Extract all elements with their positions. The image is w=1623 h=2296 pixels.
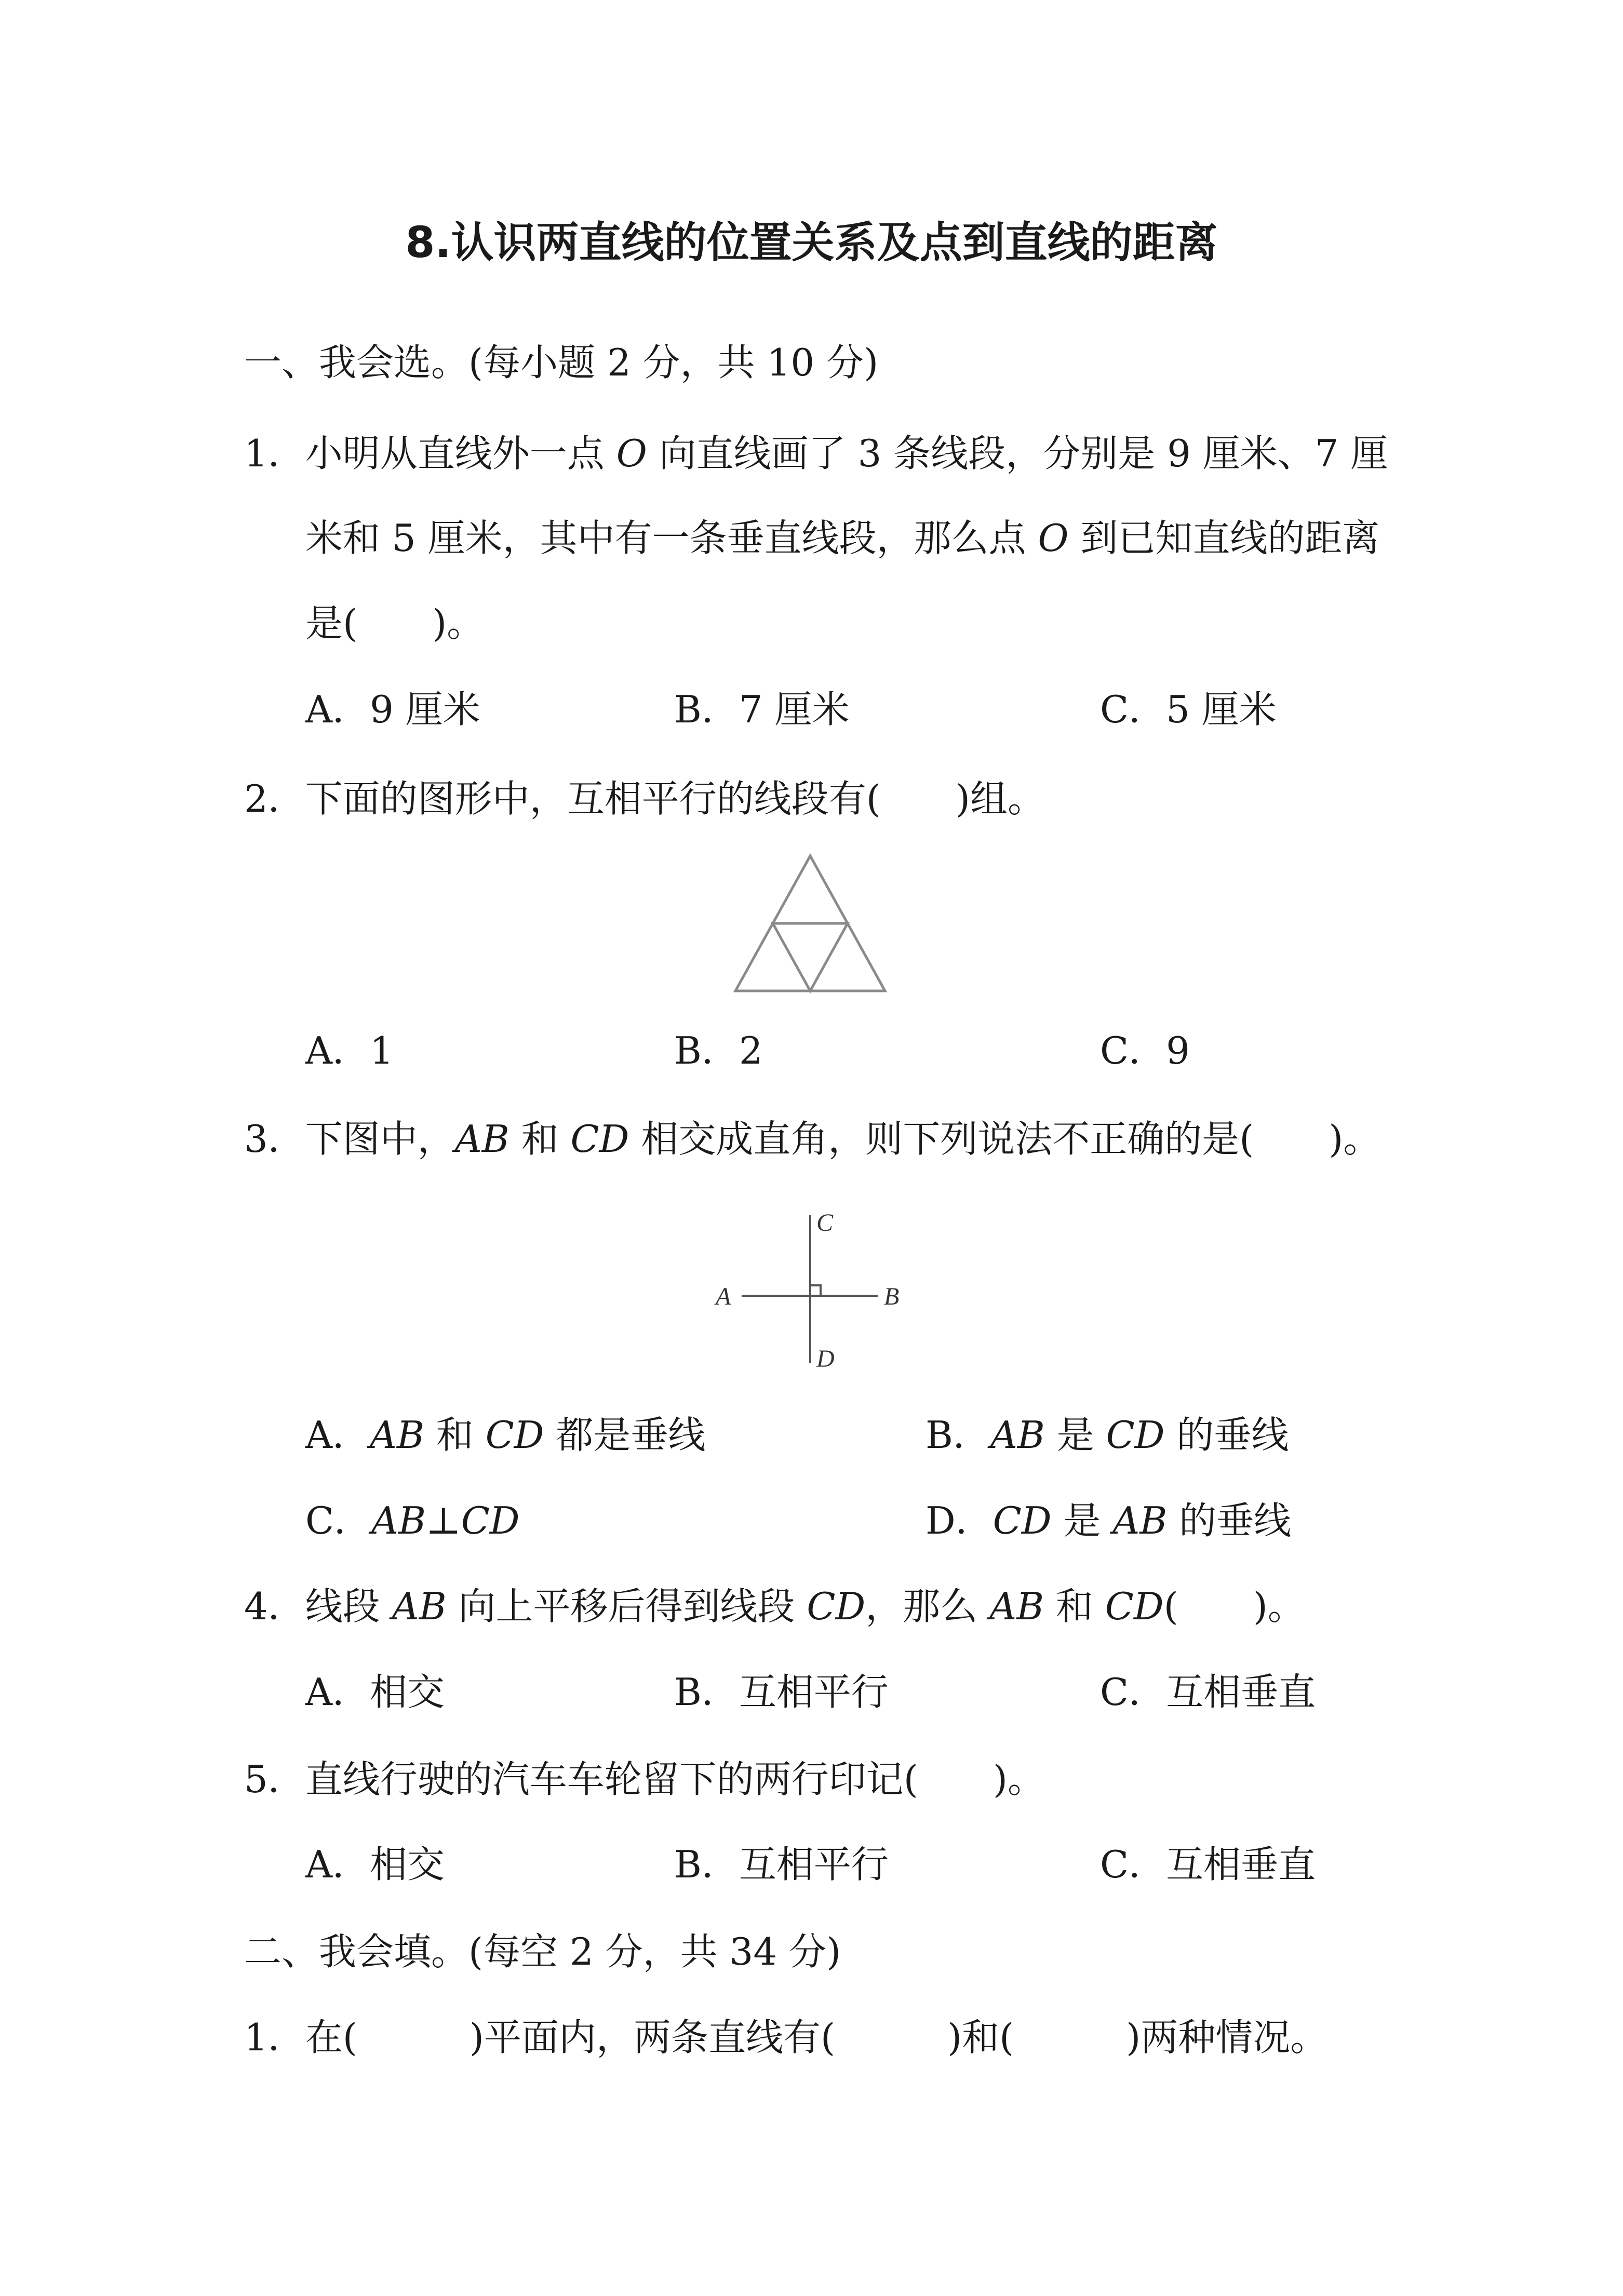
q5-option-b: B．互相平行 [674,1843,889,1886]
q2-option-a: A．1 [305,1029,394,1072]
q5-option-c: C．互相垂直 [1100,1843,1316,1886]
q2-text: 2．下面的图形中，互相平行的线段有( )组。 [244,777,1045,821]
q3-option-c: C．AB⊥CD [305,1499,520,1542]
label-a: A [716,1283,731,1310]
q3-option-d: D．CD 是 AB 的垂线 [925,1499,1292,1542]
q1-line2: 米和 5 厘米，其中有一条垂直线段，那么点 O 到已知直线的距离 [305,516,1380,560]
label-d: D [816,1345,835,1373]
section2-heading: 二、我会填。(每空 2 分，共 34 分) [244,1930,841,1973]
inner-triangle [773,923,848,991]
q4-option-b: B．互相平行 [674,1670,889,1714]
label-c: C [816,1209,834,1237]
q1-option-b: B．7 厘米 [674,688,850,731]
q5-option-a: A．相交 [305,1843,445,1886]
q3-option-b: B．AB 是 CD 的垂线 [925,1413,1289,1457]
q2-option-b: B．2 [674,1029,763,1072]
q2-option-c: C．9 [1100,1029,1190,1072]
label-b: B [884,1283,900,1310]
q4-option-c: C．互相垂直 [1100,1670,1316,1714]
q3-option-a: A．AB 和 CD 都是垂线 [305,1413,706,1457]
perpendicular-figure [706,1205,924,1376]
page-title: 8.认识两直线的位置关系及点到直线的距离 [405,218,1218,267]
q5-text: 5．直线行驶的汽车车轮留下的两行印记( )。 [244,1757,1045,1801]
q1-option-a: A．9 厘米 [305,688,480,731]
q4-option-a: A．相交 [305,1670,445,1714]
fill-q1-text: 1．在( )平面内，两条直线有( )和( )两种情况。 [244,2016,1328,2059]
triangle-figure [732,852,888,997]
q4-text: 4．线段 AB 向上平移后得到线段 CD，那么 AB 和 CD( )。 [244,1585,1305,1628]
section1-heading: 一、我会选。(每小题 2 分，共 10 分) [244,341,879,384]
q1-line3: 是( )。 [305,601,485,645]
q3-text: 3．下图中，AB 和 CD 相交成直角，则下列说法不正确的是( )。 [244,1117,1381,1161]
q1-line1: 1．小明从直线外一点 O 向直线画了 3 条线段，分别是 9 厘米、7 厘 [244,432,1388,475]
q1-option-c: C．5 厘米 [1100,688,1277,731]
right-angle-mark [810,1285,821,1296]
